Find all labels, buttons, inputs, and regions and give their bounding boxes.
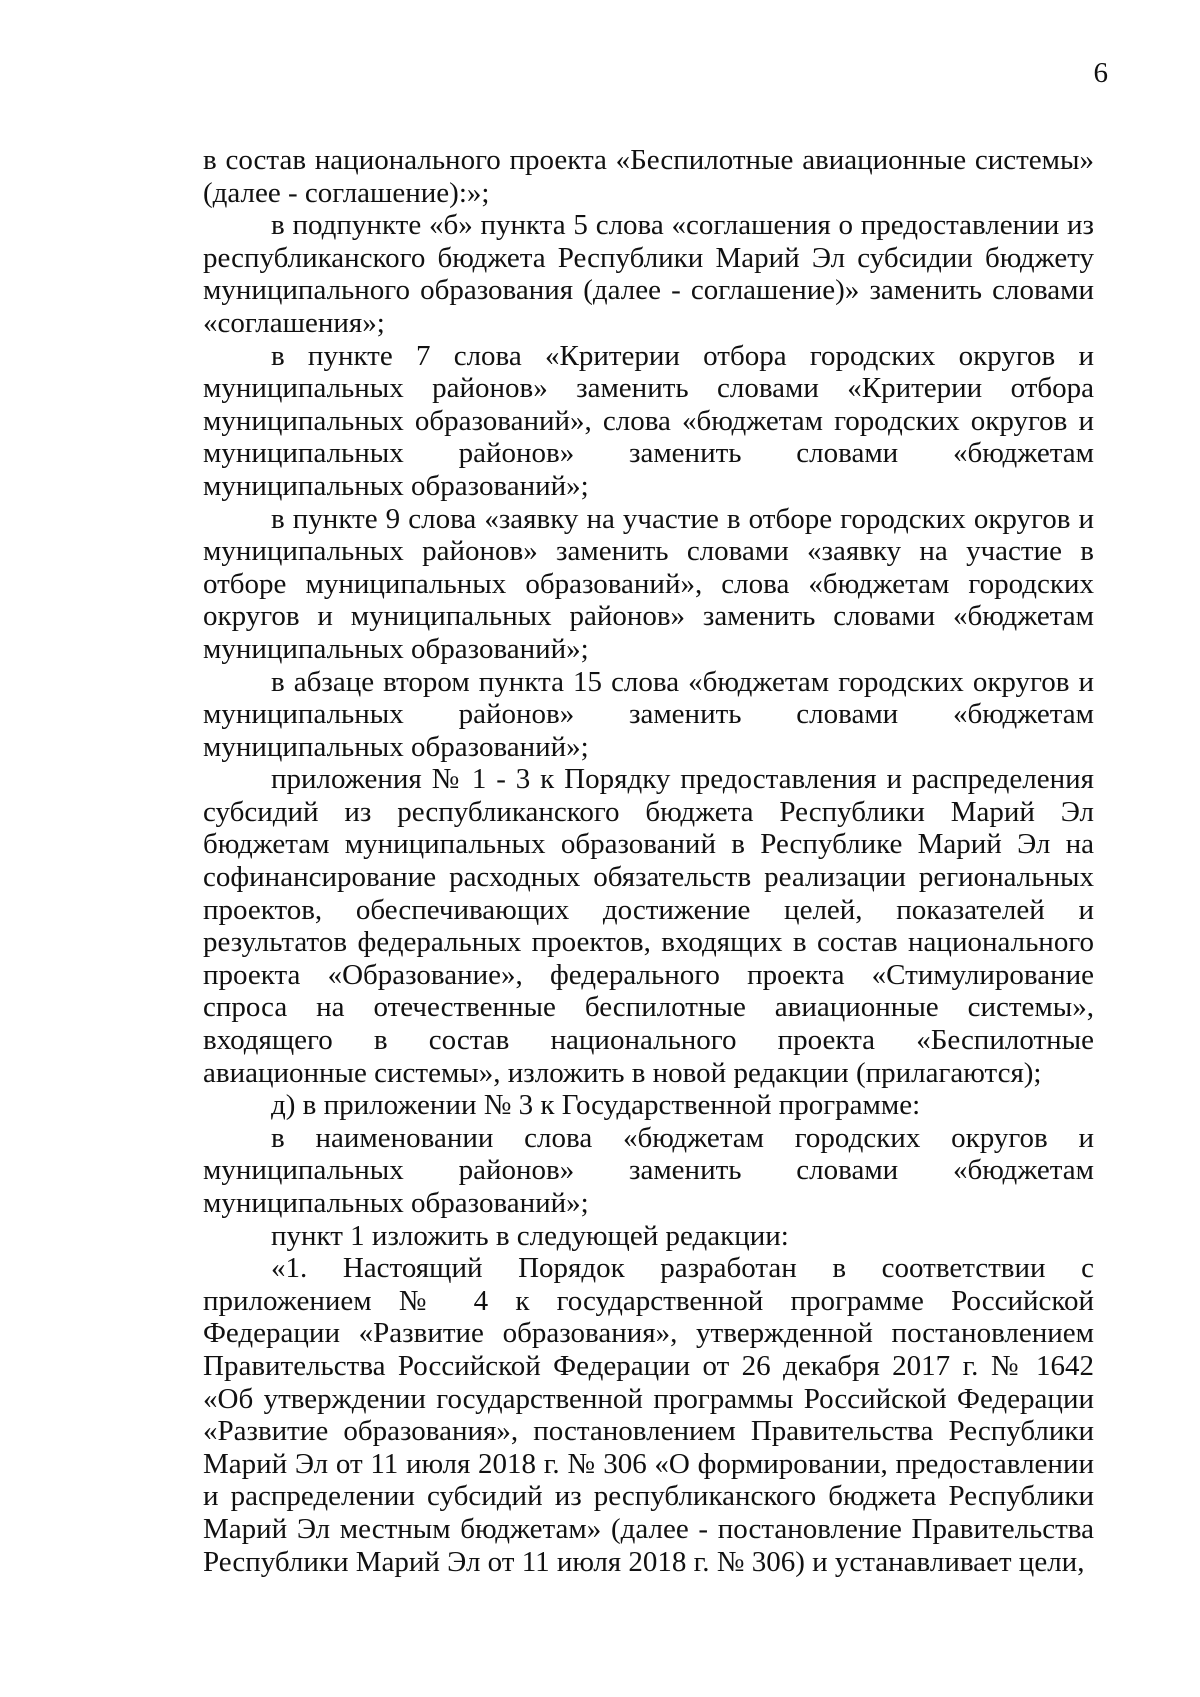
paragraph: пункт 1 изложить в следующей редакции: bbox=[271, 1219, 789, 1252]
paragraph: в абзаце втором пункта 15 слова «бюджетам городских округов и муниципальных районов» заменить словами «бюджетам муниципальных образований»; bbox=[203, 665, 1094, 763]
paragraph: д) в приложении № 3 к Государственной программе: bbox=[271, 1089, 921, 1122]
paragraph: приложения № 1 - 3 к Порядку предоставления и распределения субсидий из республиканского бюджета Республики Марий Эл бюджетам муниципальных образований в Республике Марий Эл на софинансирование расходных обязательств реализации региональных проектов, обеспечивающих достижение целей, показателей и результатов федеральных проектов, входящих в состав национального проекта «Образование», федерального проекта «Стимулирование спроса на отечественные беспилотные авиационные системы», входящего в состав национального проекта «Беспилотные авиационные системы», изложить в новой редакции (прилагаются); bbox=[203, 763, 1094, 1089]
paragraph: в наименовании слова «бюджетам городских округов и муниципальных районов» заменить словами «бюджетам муниципальных образований»; bbox=[203, 1121, 1094, 1219]
paragraph: «1. Настоящий Порядок разработан в соответствии с приложением № 4 к государственной программе Российской Федерации «Развитие образования», утвержденной постановлением Правительства Российской Федерации от 26 декабря 2017 г. № 1642 «Об утверждении государственной программы Российской Федерации «Развитие образования», постановлением Правительства Республики Марий Эл от 11 июля 2018 г. № 306 «О формировании, предоставлении и распределении субсидий из республиканского бюджета Республики Марий Эл местным бюджетам» (далее - постановление Правительства Республики Марий Эл от 11 июля 2018 г. № 306) и устанавливает цели, bbox=[203, 1252, 1094, 1578]
page-number: 6 bbox=[1093, 57, 1108, 89]
body-text bbox=[203, 144, 1094, 1578]
paragraph: в пункте 9 слова «заявку на участие в отборе городских округов и муниципальных районов» заменить словами «заявку на участие в отборе муниципальных образований», слова «бюджетам городских округов и муниципальных районов» заменить словами «бюджетам муниципальных образований»; bbox=[203, 502, 1094, 665]
paragraph: в пункте 7 слова «Критерии отбора городских округов и муниципальных районов» заменить словами «Критерии отбора муниципальных образований», слова «бюджетам городских округов и муниципальных районов» заменить словами «бюджетам муниципальных образований»; bbox=[203, 339, 1094, 502]
paragraph: в подпункте «б» пункта 5 слова «соглашения о предоставлении из республиканского бюджета Республики Марий Эл субсидии бюджету муниципального образования (далее - соглашение)» заменить словами «соглашения»; bbox=[203, 209, 1094, 339]
paragraph: в состав национального проекта «Беспилотные авиационные системы» (далее - соглашение):»; bbox=[203, 144, 1094, 209]
